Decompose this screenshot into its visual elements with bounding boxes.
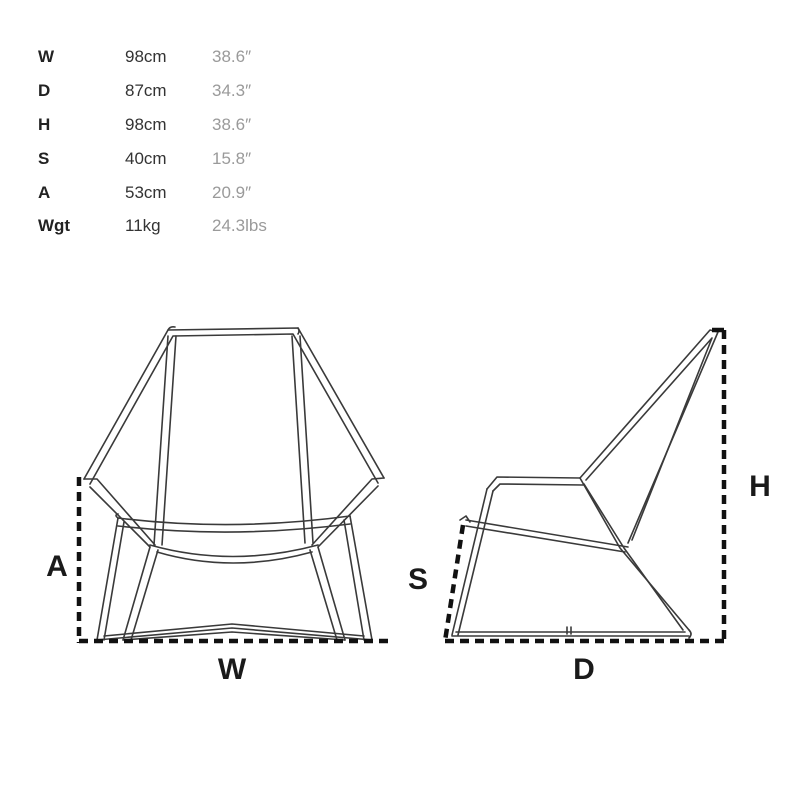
dimension-imperial: 38.6″ <box>212 114 252 134</box>
dimension-imperial: 38.6″ <box>212 47 252 67</box>
dimension-imperial: 20.9″ <box>212 182 252 202</box>
dimension-key: D <box>38 81 51 101</box>
dimension-imperial: 24.3lbs <box>212 216 267 236</box>
height-label: H <box>749 470 771 503</box>
dimension-metric: 11kg <box>125 216 161 236</box>
seat-height-label: S <box>407 563 428 596</box>
dimension-imperial: 34.3″ <box>212 81 252 101</box>
dimension-key: W <box>38 47 55 67</box>
depth-label: D <box>573 653 595 686</box>
front-view-dimension-lines <box>79 477 389 643</box>
dimension-imperial: 15.8″ <box>212 148 252 168</box>
dimension-key: Wgt <box>38 216 71 236</box>
dimension-metric: 87cm <box>125 81 167 101</box>
dimension-key: H <box>38 114 51 134</box>
arm-height-label: A <box>46 550 68 583</box>
dimension-key: S <box>38 148 50 168</box>
dimension-metric: 53cm <box>125 182 167 202</box>
dimension-metric: 98cm <box>125 47 167 67</box>
chair-side-view <box>452 330 718 638</box>
dimension-key: A <box>38 182 51 202</box>
dimension-metric: 40cm <box>125 148 167 168</box>
dimension-metric: 98cm <box>125 114 167 134</box>
width-label: W <box>217 653 247 686</box>
chair-front-view <box>84 327 384 640</box>
